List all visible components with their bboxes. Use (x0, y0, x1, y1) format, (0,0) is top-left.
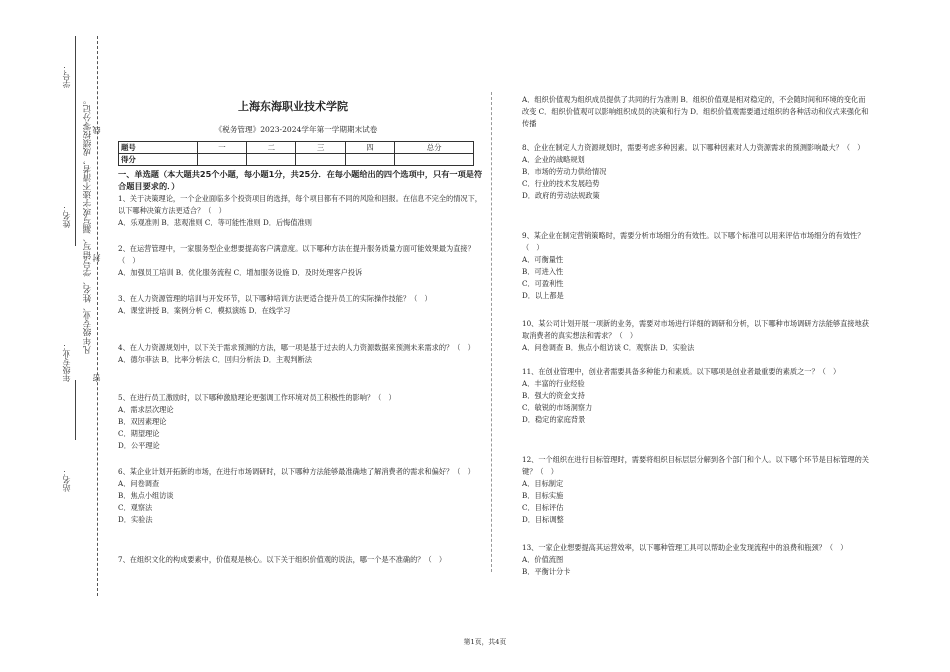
score-table-score-row (119, 154, 474, 166)
question-stem: 6、某企业计划开拓新的市场，在进行市场调研时，以下哪种方法能够最准确地了解消费者的需求和偏好？（ ） (118, 467, 475, 476)
binding-line-outer (75, 36, 76, 246)
question-12 (522, 454, 870, 526)
student-id-label: 学号： (62, 64, 71, 88)
question-options: A．课堂讲授 B．案例分析 C．模拟演练 D．在线学习 (118, 306, 291, 315)
score-input-cell[interactable] (296, 154, 345, 166)
score-input-cell[interactable] (345, 154, 394, 166)
question-option: B．双因素理论 (118, 417, 167, 426)
score-cell: 得分 (119, 154, 198, 166)
question-option: A．价值流图 (522, 555, 564, 564)
exam-title: 《税务管理》2023-2024学年第一学期期末试卷 (214, 125, 378, 134)
seal-xian: 线 (92, 126, 101, 134)
question-options: A．德尔菲法 B．比率分析法 C．回归分析法 D．主观判断法 (118, 355, 312, 364)
section-heading: 一、单选题（本大题共25个小题，每小题1分，共25分．在每小题给出的四个选项中，只有一项是符合题目要求的．） (118, 169, 483, 191)
score-cell: 二 (247, 142, 296, 154)
warning-text: 凡年级专业、姓名、学号错写、漏写或字迹不清者，成绩按零分记。 (83, 96, 93, 354)
question-option: B．市场的劳动力供给情况 (522, 167, 607, 176)
question-3 (118, 293, 484, 317)
question-7 (118, 554, 484, 566)
question-option: B．可进入性 (522, 267, 564, 276)
question-stem: 11、在创业管理中，创业者需要具备多种能力和素质。以下哪项是创业者最重要的素质之一？（ ） (522, 367, 841, 376)
question-option: A．问卷调查 (118, 479, 160, 488)
question-options: A．加强员工培训 B．优化服务流程 C．增加服务设施 D．及时处理客户投诉 (118, 268, 363, 277)
seal-feng: 封 (92, 254, 101, 262)
question-option: B．目标实施 (522, 491, 564, 500)
question-option: C．观察法 (118, 503, 153, 512)
question-option: A．需求层次理论 (118, 405, 174, 414)
question-4 (118, 342, 484, 366)
question-option: C．敏锐的市场洞察力 (522, 403, 593, 412)
question-option: C．可盈利性 (522, 279, 564, 288)
question-option: C．期望理论 (118, 429, 160, 438)
question-option: B．强大的资金支持 (522, 391, 585, 400)
score-table-header-row (119, 142, 474, 154)
name-label: 姓名： (62, 204, 71, 228)
question-option: A．丰富的行业经验 (522, 379, 585, 388)
question-options: A．组织价值观为组织成员提供了共同的行为准则 B．组织价值观是相对稳定的，不会随时间和环境的变化而改变 C．组织价值观可以影响组织成员的决策和行为 D．组织价值观需要通过组织的各种活动和仪式来强化和传播 (522, 95, 869, 128)
question-option: B．焦点小组访谈 (118, 491, 174, 500)
question-option: D．公平理论 (118, 441, 160, 450)
question-option: C．行业的技术发展趋势 (522, 179, 600, 188)
score-cell: 四 (345, 142, 394, 154)
question-stem: 1、关于决策理论，一个企业面临多个投资项目的选择，每个项目都有不同的风险和回报。在信息不完全的情况下，以下哪种决策方法更适合？（ ） (118, 194, 482, 215)
question-9 (522, 230, 870, 302)
question-8 (522, 142, 870, 202)
question-stem: 3、在人力资源管理的培训与开发环节，以下哪种培训方法更适合提升员工的实际操作技能？（ ） (118, 294, 432, 303)
grade-major-label: 年级专业： (62, 342, 71, 382)
question-option: A．企业的战略规划 (522, 155, 585, 164)
score-cell: 一 (197, 142, 246, 154)
question-stem: 5、在进行员工激励时，以下哪种激励理论更强调工作环境对员工积极性的影响？（ ） (118, 393, 396, 402)
question-stem: 2、在运营管理中，一家服务型企业想要提高客户满意度。以下哪种方法在提升服务质量方面可能效果最为直接？（ ） (118, 244, 475, 265)
question-6 (118, 466, 484, 526)
question-10 (522, 318, 870, 354)
question-option: D．以上都是 (522, 291, 564, 300)
column-divider (491, 92, 492, 572)
score-cell: 总分 (395, 142, 474, 154)
question-stem: 4、在人力资源规划中，以下关于需求预测的方法，哪一项是基于过去的人力资源数据来预测未来需求的？（ ） (118, 343, 475, 352)
question-options: A．乐观准则 B．悲观准则 C．等可能性准则 D．后悔值准则 (118, 218, 312, 227)
question-stem: 9、某企业在制定营销策略时，需要分析市场细分的有效性。以下哪个标准可以用来评估市场细分的有效性？（ ） (522, 231, 865, 252)
question-11 (522, 366, 870, 426)
question-stem: 7、在组织文化的构成要素中，价值观是核心。以下关于组织价值观的说法，哪一个是不准确的？（ ） (118, 555, 447, 564)
question-stem: 13、一家企业想要提高其运营效率，以下哪种管理工具可以帮助企业发现流程中的浪费和瓶颈？（ ） (522, 543, 848, 552)
question-options: A．问卷调查 B．焦点小组访谈 C．观察法 D．实验法 (522, 343, 695, 352)
school-title: 上海东海职业技术学院 (238, 100, 348, 113)
question-stem: 8、企业在制定人力资源规划时，需要考虑多种因素。以下哪种因素对人力资源需求的预测影响最大？（ ） (522, 143, 865, 152)
score-input-cell[interactable] (247, 154, 296, 166)
question-option: D．政府的劳动法规政策 (522, 191, 600, 200)
question-option: B．平衡计分卡 (522, 567, 571, 576)
binding-dashed-line (97, 36, 98, 596)
question-option: D．稳定的家庭背景 (522, 415, 586, 424)
question-stem: 12、一个组织在进行目标管理时，需要将组织目标层层分解到各个部门和个人。以下哪个环节是目标管理的关键？（ ） (522, 455, 869, 476)
question-option: A．可衡量性 (522, 255, 564, 264)
question-1 (118, 193, 484, 229)
question-option: A．目标制定 (522, 479, 564, 488)
score-input-cell[interactable] (197, 154, 246, 166)
question-13 (522, 542, 870, 578)
score-cell: 三 (296, 142, 345, 154)
score-table (118, 141, 474, 166)
binding-line-outer-lower (75, 380, 76, 440)
score-input-cell[interactable] (395, 154, 474, 166)
station-label: 站名： (62, 468, 71, 492)
question-7-options (522, 94, 870, 130)
page-footer: 第1页，共4页 (463, 638, 507, 646)
question-5 (118, 392, 484, 452)
question-option: D．目标调整 (522, 515, 564, 524)
score-cell: 题号 (119, 142, 198, 154)
question-option: D．实验法 (118, 515, 153, 524)
question-option: C．目标评估 (522, 503, 564, 512)
seal-mi: 密 (92, 374, 101, 382)
question-stem: 10、某公司计划开展一项新的业务，需要对市场进行详细的调研和分析，以下哪种市场调研方法能够直接地获取消费者的真实想法和需求？（ ） (522, 319, 869, 340)
question-2 (118, 243, 484, 279)
